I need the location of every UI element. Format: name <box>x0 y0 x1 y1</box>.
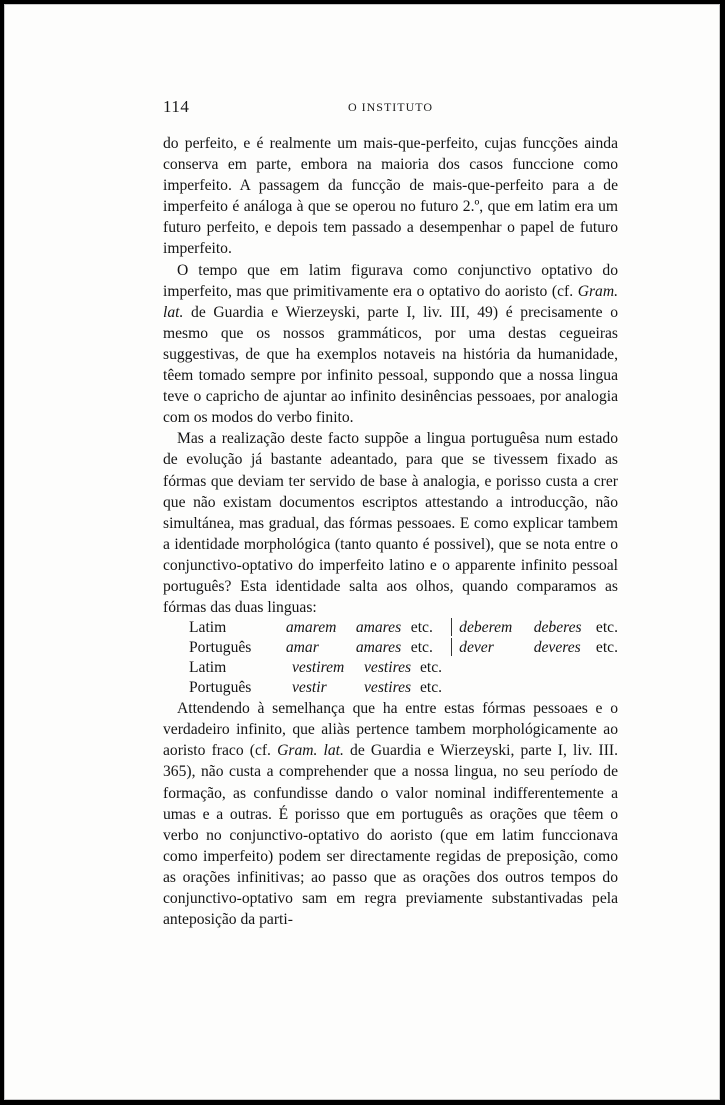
column-divider <box>446 618 459 638</box>
running-header <box>163 97 618 117</box>
language-label: Português <box>189 639 252 657</box>
conjugation-table-2 <box>163 658 458 698</box>
paragraph-4-part-a: Attendendo à semelhança que ha entre estas fórmas pessoaes e o verdadeiro infinito, que aliàs pertence tambem morphológicamente ao aoristo fraco (cf. <box>163 700 618 760</box>
verb-form: vestir <box>292 679 327 697</box>
table-row <box>163 638 618 658</box>
body-text <box>163 133 618 930</box>
verb-form: deveres <box>533 639 581 657</box>
page-number: 114 <box>163 97 190 116</box>
paragraph-2-part-a: O tempo que em latim figurava como conjunctivo optativo do imperfeito, mas que primitivamente era o optativo do aoristo (cf. <box>163 261 618 300</box>
etc-label: etc. <box>420 659 443 677</box>
verb-form: dever <box>459 639 494 657</box>
paragraph-2 <box>163 260 618 429</box>
table-row <box>163 658 458 678</box>
language-label: Português <box>189 679 252 697</box>
book-page <box>4 4 720 1100</box>
verb-form: deberes <box>533 619 582 637</box>
language-label: Latim <box>189 659 227 677</box>
etc-label: etc. <box>410 619 433 637</box>
paragraph-4 <box>163 698 618 930</box>
column-divider <box>446 638 459 658</box>
language-label: Latim <box>189 619 227 637</box>
verb-form: amares <box>355 619 402 637</box>
etc-label: etc. <box>595 639 618 657</box>
verb-form: vestires <box>364 659 412 677</box>
paragraph-4-part-b: de Guardia e Wierzeyski, parte I, liv. III. 365), não custa a comprehender que a nossa lingua, no seu período de formação, as confundisse dando o valor nominal indifferentemente a umas e a outras. É porisso que em português as orações que têem o verbo no conjunctivo-optativo do aoristo (que em latim funccionava como imperfeito) podem ser directamente regidas de preposição, como as orações infinitivas; ao passo que as orações dos outros tempos do conjunctivo-optativo sam em regra previamente substantivadas pela anteposição da parti- <box>163 742 618 929</box>
paragraph-1: do perfeito, e é realmente um mais-que-perfeito, cujas funcções ainda conserva em parte, embora na maioria dos casos funccione como imperfeito. A passagem da funcção de mais-que-perfeito para a de imperfeito é análoga à que se operou no futuro 2.º, que em latim era um futuro perfeito, e depois tem passado a desempenhar o papel de futuro imperfeito. <box>163 135 618 258</box>
etc-label: etc. <box>595 619 618 637</box>
verb-form: amares <box>355 639 402 657</box>
conjugation-table-1 <box>163 618 618 658</box>
etc-label: etc. <box>420 679 443 697</box>
etc-label: etc. <box>410 639 433 657</box>
paragraph-2-part-b: de Guardia e Wierzeyski, parte I, liv. III, 49) é precisamente o mesmo que os nossos grammáticos, por uma destas cegueiras suggestivas, de que ha exemplos notaveis na história da humanidade, têem tomado sempre por infinito pessoal, suppondo que a nossa lingua teve o capricho de ajuntar ao infinito desinências pessoaes, por analogia com os modos do verbo finito. <box>163 303 618 427</box>
table-row <box>163 618 618 638</box>
verb-form: vestires <box>364 679 412 697</box>
verb-form: vestirem <box>292 659 345 677</box>
verb-form: deberem <box>459 619 513 637</box>
running-title: O INSTITUTO <box>347 100 434 114</box>
paragraph-3: Mas a realização deste facto suppõe a lingua portuguêsa num estado de evolução já bastante adeantado, para que se tivessem fixado as fórmas que deviam ter servido de base à analogia, e porisso custa a crer que não existam documentos escriptos attestando a introducção, não simultánea, mas gradual, das fórmas pessoaes. E como explicar tambem a identidade morphológica (tanto quanto é possivel), que se nota entre o conjunctivo-optativo do imperfeito latino e o apparente infinito pessoal português? Esta identidade salta aos olhos, quando comparamos as fórmas das duas linguas: <box>163 430 618 617</box>
table-row <box>163 678 458 698</box>
verb-form: amar <box>285 639 319 657</box>
verb-form: amarem <box>285 619 337 637</box>
citation-gram-lat: Gram. lat. <box>277 742 344 760</box>
citation-gram-lat: Gram. lat. <box>163 282 618 321</box>
